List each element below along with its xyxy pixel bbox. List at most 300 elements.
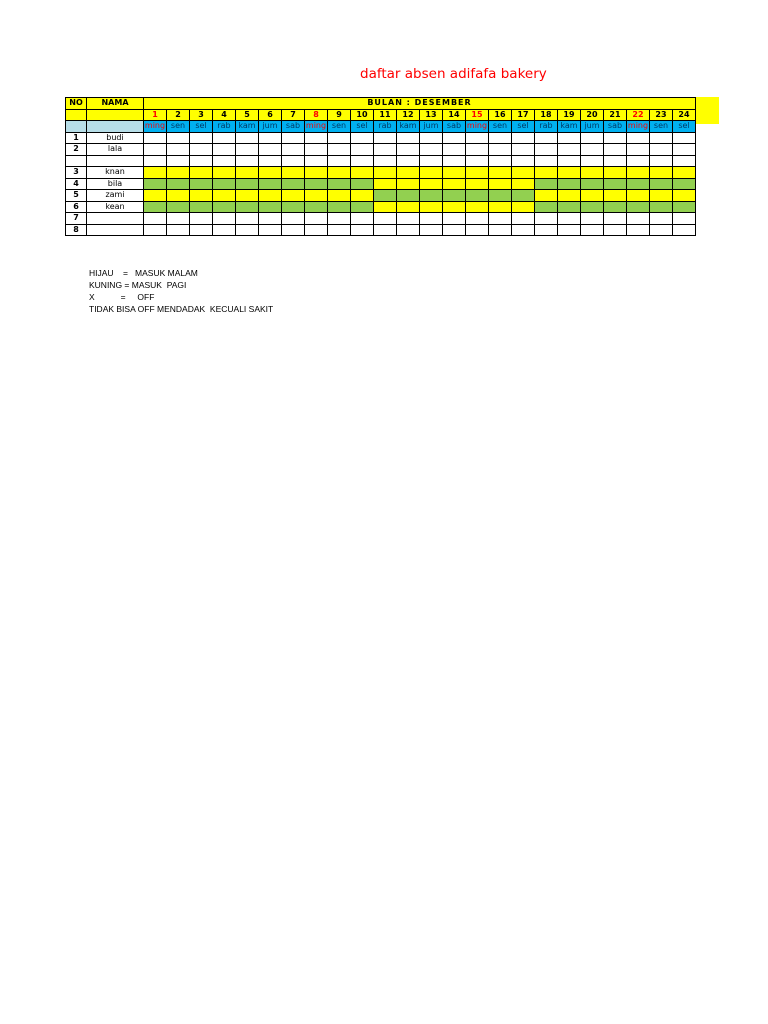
shift-cell[interactable] xyxy=(374,155,397,167)
day-name: jum xyxy=(259,121,282,133)
shift-cell[interactable] xyxy=(167,132,190,144)
day-number: 23 xyxy=(650,109,673,121)
shift-cell[interactable] xyxy=(259,144,282,156)
shift-cell[interactable] xyxy=(259,213,282,225)
shift-cell[interactable] xyxy=(282,155,305,167)
shift-cell[interactable] xyxy=(305,144,328,156)
shift-cell[interactable] xyxy=(673,178,696,190)
shift-cell[interactable] xyxy=(144,155,167,167)
shift-cell[interactable] xyxy=(144,213,167,225)
shift-cell[interactable] xyxy=(512,213,535,225)
row-number[interactable]: 3 xyxy=(66,167,87,179)
shift-cell[interactable] xyxy=(236,224,259,236)
day-name: rab xyxy=(374,121,397,133)
shift-cell[interactable] xyxy=(397,224,420,236)
shift-cell[interactable] xyxy=(489,213,512,225)
shift-cell[interactable] xyxy=(328,213,351,225)
day-name: sen xyxy=(328,121,351,133)
shift-cell[interactable] xyxy=(190,201,213,213)
shift-cell[interactable] xyxy=(328,167,351,179)
day-name: sab xyxy=(282,121,305,133)
shift-cell[interactable] xyxy=(328,178,351,190)
day-number: 19 xyxy=(558,109,581,121)
shift-cell[interactable] xyxy=(650,155,673,167)
shift-cell[interactable] xyxy=(558,213,581,225)
shift-cell[interactable] xyxy=(558,132,581,144)
day-name: sen xyxy=(650,121,673,133)
day-number: 11 xyxy=(374,109,397,121)
table-row xyxy=(66,201,696,213)
shift-cell[interactable] xyxy=(420,224,443,236)
shift-cell[interactable] xyxy=(489,190,512,202)
shift-cell[interactable] xyxy=(627,190,650,202)
legend-hijau: HIJAU = MASUK MALAM xyxy=(89,268,198,278)
day-number: 16 xyxy=(489,109,512,121)
shift-cell[interactable] xyxy=(420,167,443,179)
row-number[interactable]: 4 xyxy=(66,178,87,190)
shift-cell[interactable] xyxy=(213,132,236,144)
day-number: 10 xyxy=(351,109,374,121)
shift-cell[interactable] xyxy=(397,190,420,202)
shift-cell[interactable] xyxy=(190,178,213,190)
shift-cell[interactable] xyxy=(558,224,581,236)
shift-cell[interactable] xyxy=(466,155,489,167)
shift-cell[interactable] xyxy=(167,224,190,236)
shift-cell[interactable] xyxy=(328,224,351,236)
shift-cell[interactable] xyxy=(305,190,328,202)
shift-cell[interactable] xyxy=(144,167,167,179)
shift-cell[interactable] xyxy=(397,132,420,144)
shift-cell[interactable] xyxy=(466,190,489,202)
table-row xyxy=(66,178,696,190)
day-name: sab xyxy=(443,121,466,133)
table-row xyxy=(66,190,696,202)
shift-cell[interactable] xyxy=(443,155,466,167)
shift-cell[interactable] xyxy=(673,155,696,167)
day-number: 4 xyxy=(213,109,236,121)
shift-cell[interactable] xyxy=(650,190,673,202)
day-number: 12 xyxy=(397,109,420,121)
day-number: 21 xyxy=(604,109,627,121)
shift-cell[interactable] xyxy=(650,201,673,213)
shift-cell[interactable] xyxy=(535,167,558,179)
employee-name[interactable]: knan xyxy=(87,167,144,179)
shift-cell[interactable] xyxy=(466,178,489,190)
shift-cell[interactable] xyxy=(259,224,282,236)
day-name: ming xyxy=(305,121,327,131)
shift-cell[interactable] xyxy=(282,213,305,225)
shift-cell[interactable] xyxy=(535,213,558,225)
shift-cell[interactable] xyxy=(305,224,328,236)
shift-cell[interactable] xyxy=(351,178,374,190)
day-name: kam xyxy=(397,121,420,133)
shift-cell[interactable] xyxy=(144,132,167,144)
shift-cell[interactable] xyxy=(581,190,604,202)
shift-cell[interactable] xyxy=(604,178,627,190)
shift-cell[interactable] xyxy=(512,201,535,213)
shift-cell[interactable] xyxy=(190,167,213,179)
row-number[interactable] xyxy=(66,155,87,167)
shift-cell[interactable] xyxy=(213,190,236,202)
shift-cell[interactable] xyxy=(443,213,466,225)
employee-name[interactable]: bila xyxy=(87,178,144,190)
shift-cell[interactable] xyxy=(535,201,558,213)
shift-cell[interactable] xyxy=(443,190,466,202)
day-name: sel xyxy=(512,121,535,133)
shift-cell[interactable] xyxy=(351,132,374,144)
shift-cell[interactable] xyxy=(236,144,259,156)
day-name: kam xyxy=(236,121,259,133)
shift-cell[interactable] xyxy=(282,132,305,144)
shift-cell[interactable] xyxy=(167,190,190,202)
shift-cell[interactable] xyxy=(673,167,696,179)
shift-cell[interactable] xyxy=(604,213,627,225)
shift-cell[interactable] xyxy=(443,224,466,236)
shift-cell[interactable] xyxy=(144,144,167,156)
shift-cell[interactable] xyxy=(351,155,374,167)
shift-cell[interactable] xyxy=(282,178,305,190)
legend-note: TIDAK BISA OFF MENDADAK KECUALI SAKIT xyxy=(89,304,274,314)
shift-cell[interactable] xyxy=(259,155,282,167)
employee-name[interactable] xyxy=(87,213,144,225)
shift-cell[interactable] xyxy=(305,167,328,179)
shift-cell[interactable] xyxy=(236,190,259,202)
shift-cell[interactable] xyxy=(167,155,190,167)
shift-cell[interactable] xyxy=(535,132,558,144)
shift-cell[interactable] xyxy=(420,178,443,190)
shift-cell[interactable] xyxy=(144,178,167,190)
shift-cell[interactable] xyxy=(374,178,397,190)
attendance-table xyxy=(65,97,696,236)
shift-cell[interactable] xyxy=(236,201,259,213)
legend xyxy=(89,267,273,315)
table-row xyxy=(66,224,696,236)
day-number: 15 xyxy=(466,109,489,121)
shift-cell[interactable] xyxy=(627,132,650,144)
shift-cell[interactable] xyxy=(673,190,696,202)
shift-cell[interactable] xyxy=(305,213,328,225)
shift-cell[interactable] xyxy=(282,224,305,236)
row-number[interactable]: 6 xyxy=(66,201,87,213)
shift-cell[interactable] xyxy=(420,132,443,144)
legend-kuning: KUNING = MASUK PAGI xyxy=(89,280,187,290)
shift-cell[interactable] xyxy=(328,132,351,144)
header-nama: NAMA xyxy=(87,98,144,110)
shift-cell[interactable] xyxy=(558,178,581,190)
shift-cell[interactable] xyxy=(512,190,535,202)
day-number: 9 xyxy=(328,109,351,121)
shift-cell[interactable] xyxy=(167,167,190,179)
employee-name[interactable] xyxy=(87,224,144,236)
header-blank-cell xyxy=(66,121,87,133)
shift-cell[interactable] xyxy=(144,201,167,213)
shift-cell[interactable] xyxy=(650,167,673,179)
shift-cell[interactable] xyxy=(305,155,328,167)
day-name: jum xyxy=(581,121,604,133)
shift-cell[interactable] xyxy=(558,167,581,179)
shift-cell[interactable] xyxy=(351,213,374,225)
shift-cell[interactable] xyxy=(167,144,190,156)
day-name: sel xyxy=(351,121,374,133)
employee-name[interactable]: budi xyxy=(87,132,144,144)
shift-cell[interactable] xyxy=(420,144,443,156)
shift-cell[interactable] xyxy=(558,190,581,202)
shift-cell[interactable] xyxy=(420,201,443,213)
header-fill-extension xyxy=(696,97,719,124)
header-no: NO xyxy=(66,98,87,110)
shift-cell[interactable] xyxy=(190,132,213,144)
shift-cell[interactable] xyxy=(581,155,604,167)
shift-cell[interactable] xyxy=(213,155,236,167)
shift-cell[interactable] xyxy=(604,190,627,202)
employee-name[interactable]: zami xyxy=(87,190,144,202)
day-number: 20 xyxy=(581,109,604,121)
shift-cell[interactable] xyxy=(282,167,305,179)
shift-cell[interactable] xyxy=(489,155,512,167)
day-number: 6 xyxy=(259,109,282,121)
shift-cell[interactable] xyxy=(259,178,282,190)
shift-cell[interactable] xyxy=(581,132,604,144)
shift-cell[interactable] xyxy=(236,213,259,225)
shift-cell[interactable] xyxy=(144,224,167,236)
shift-cell[interactable] xyxy=(673,132,696,144)
shift-cell[interactable] xyxy=(627,144,650,156)
shift-cell[interactable] xyxy=(305,132,328,144)
row-number[interactable]: 8 xyxy=(66,224,87,236)
shift-cell[interactable] xyxy=(466,167,489,179)
shift-cell[interactable] xyxy=(650,132,673,144)
shift-cell[interactable] xyxy=(190,190,213,202)
shift-cell[interactable] xyxy=(236,132,259,144)
shift-cell[interactable] xyxy=(512,155,535,167)
day-number: 3 xyxy=(190,109,213,121)
shift-cell[interactable] xyxy=(604,144,627,156)
day-name: sel xyxy=(190,121,213,133)
shift-cell[interactable] xyxy=(259,190,282,202)
shift-cell[interactable] xyxy=(604,132,627,144)
shift-cell[interactable] xyxy=(535,190,558,202)
shift-cell[interactable] xyxy=(167,178,190,190)
row-number[interactable]: 5 xyxy=(66,190,87,202)
sheet-title: daftar absen adifafa bakery xyxy=(360,66,547,82)
shift-cell[interactable] xyxy=(512,178,535,190)
shift-cell[interactable] xyxy=(167,213,190,225)
shift-cell[interactable] xyxy=(650,178,673,190)
day-number: 13 xyxy=(420,109,443,121)
shift-cell[interactable] xyxy=(558,155,581,167)
shift-cell[interactable] xyxy=(443,144,466,156)
shift-cell[interactable] xyxy=(489,178,512,190)
table-row xyxy=(66,144,696,156)
table-row xyxy=(66,132,696,144)
shift-cell[interactable] xyxy=(581,167,604,179)
shift-cell[interactable] xyxy=(374,190,397,202)
day-number: 1 xyxy=(144,109,167,121)
shift-cell[interactable] xyxy=(443,167,466,179)
shift-cell[interactable] xyxy=(236,178,259,190)
shift-cell[interactable] xyxy=(512,224,535,236)
shift-cell[interactable] xyxy=(351,201,374,213)
shift-cell[interactable] xyxy=(466,144,489,156)
table-row xyxy=(66,167,696,179)
shift-cell[interactable] xyxy=(558,201,581,213)
day-name: sen xyxy=(167,121,190,133)
day-number: 17 xyxy=(512,109,535,121)
shift-cell[interactable] xyxy=(351,144,374,156)
shift-cell[interactable] xyxy=(558,144,581,156)
day-name: sen xyxy=(489,121,512,133)
shift-cell[interactable] xyxy=(443,178,466,190)
header-blank-cell xyxy=(66,109,87,121)
shift-cell[interactable] xyxy=(213,201,236,213)
shift-cell[interactable] xyxy=(627,213,650,225)
row-number[interactable]: 7 xyxy=(66,213,87,225)
day-number: 7 xyxy=(282,109,305,121)
day-name: kam xyxy=(558,121,581,133)
row-number[interactable]: 1 xyxy=(66,132,87,144)
shift-cell[interactable] xyxy=(213,167,236,179)
shift-cell[interactable] xyxy=(673,213,696,225)
shift-cell[interactable] xyxy=(535,178,558,190)
shift-cell[interactable] xyxy=(627,201,650,213)
shift-cell[interactable] xyxy=(627,155,650,167)
shift-cell[interactable] xyxy=(581,144,604,156)
shift-cell[interactable] xyxy=(374,213,397,225)
shift-cell[interactable] xyxy=(604,201,627,213)
shift-cell[interactable] xyxy=(190,213,213,225)
shift-cell[interactable] xyxy=(282,190,305,202)
shift-cell[interactable] xyxy=(489,144,512,156)
shift-cell[interactable] xyxy=(190,144,213,156)
shift-cell[interactable] xyxy=(374,144,397,156)
header-blank-cell xyxy=(87,121,144,133)
shift-cell[interactable] xyxy=(397,167,420,179)
shift-cell[interactable] xyxy=(673,224,696,236)
shift-cell[interactable] xyxy=(420,190,443,202)
day-name: rab xyxy=(535,121,558,133)
shift-cell[interactable] xyxy=(512,167,535,179)
shift-cell[interactable] xyxy=(213,224,236,236)
shift-cell[interactable] xyxy=(328,144,351,156)
day-name: jum xyxy=(420,121,443,133)
day-number: 8 xyxy=(305,109,328,121)
shift-cell[interactable] xyxy=(282,201,305,213)
shift-cell[interactable] xyxy=(650,144,673,156)
shift-cell[interactable] xyxy=(489,167,512,179)
shift-cell[interactable] xyxy=(466,224,489,236)
shift-cell[interactable] xyxy=(190,224,213,236)
shift-cell[interactable] xyxy=(650,224,673,236)
shift-cell[interactable] xyxy=(535,144,558,156)
shift-cell[interactable] xyxy=(489,201,512,213)
shift-cell[interactable] xyxy=(236,167,259,179)
shift-cell[interactable] xyxy=(581,224,604,236)
shift-cell[interactable] xyxy=(282,144,305,156)
shift-cell[interactable] xyxy=(512,144,535,156)
day-name: ming xyxy=(627,121,649,131)
shift-cell[interactable] xyxy=(673,144,696,156)
shift-cell[interactable] xyxy=(650,213,673,225)
shift-cell[interactable] xyxy=(466,201,489,213)
shift-cell[interactable] xyxy=(489,132,512,144)
shift-cell[interactable] xyxy=(305,178,328,190)
shift-cell[interactable] xyxy=(673,201,696,213)
shift-cell[interactable] xyxy=(374,167,397,179)
shift-cell[interactable] xyxy=(328,155,351,167)
shift-cell[interactable] xyxy=(466,213,489,225)
shift-cell[interactable] xyxy=(374,132,397,144)
shift-cell[interactable] xyxy=(581,178,604,190)
shift-cell[interactable] xyxy=(236,155,259,167)
shift-cell[interactable] xyxy=(305,201,328,213)
shift-cell[interactable] xyxy=(627,167,650,179)
day-name: ming xyxy=(144,121,166,131)
shift-cell[interactable] xyxy=(581,213,604,225)
day-number: 2 xyxy=(167,109,190,121)
shift-cell[interactable] xyxy=(351,167,374,179)
shift-cell[interactable] xyxy=(190,155,213,167)
shift-cell[interactable] xyxy=(581,201,604,213)
employee-name[interactable] xyxy=(87,155,144,167)
employee-name[interactable]: lala xyxy=(87,144,144,156)
shift-cell[interactable] xyxy=(489,224,512,236)
shift-cell[interactable] xyxy=(443,132,466,144)
shift-cell[interactable] xyxy=(443,201,466,213)
shift-cell[interactable] xyxy=(512,132,535,144)
shift-cell[interactable] xyxy=(328,201,351,213)
shift-cell[interactable] xyxy=(627,178,650,190)
shift-cell[interactable] xyxy=(604,155,627,167)
shift-cell[interactable] xyxy=(374,201,397,213)
shift-cell[interactable] xyxy=(259,132,282,144)
row-number[interactable]: 2 xyxy=(66,144,87,156)
shift-cell[interactable] xyxy=(397,144,420,156)
shift-cell[interactable] xyxy=(604,224,627,236)
shift-cell[interactable] xyxy=(167,201,190,213)
employee-name[interactable]: kean xyxy=(87,201,144,213)
shift-cell[interactable] xyxy=(213,178,236,190)
legend-off: X = OFF xyxy=(89,292,155,302)
shift-cell[interactable] xyxy=(213,144,236,156)
shift-cell[interactable] xyxy=(351,190,374,202)
shift-cell[interactable] xyxy=(535,224,558,236)
shift-cell[interactable] xyxy=(420,155,443,167)
shift-cell[interactable] xyxy=(535,155,558,167)
shift-cell[interactable] xyxy=(213,213,236,225)
shift-cell[interactable] xyxy=(420,213,443,225)
shift-cell[interactable] xyxy=(328,190,351,202)
shift-cell[interactable] xyxy=(144,190,167,202)
shift-cell[interactable] xyxy=(374,224,397,236)
table-row xyxy=(66,155,696,167)
table-row xyxy=(66,213,696,225)
shift-cell[interactable] xyxy=(397,213,420,225)
shift-cell[interactable] xyxy=(604,167,627,179)
shift-cell[interactable] xyxy=(466,132,489,144)
shift-cell[interactable] xyxy=(259,201,282,213)
shift-cell[interactable] xyxy=(627,224,650,236)
day-number: 5 xyxy=(236,109,259,121)
shift-cell[interactable] xyxy=(397,201,420,213)
day-name: ming xyxy=(466,121,488,131)
day-name: sel xyxy=(673,121,696,133)
shift-cell[interactable] xyxy=(259,167,282,179)
day-number: 22 xyxy=(627,109,650,121)
shift-cell[interactable] xyxy=(397,178,420,190)
shift-cell[interactable] xyxy=(351,224,374,236)
shift-cell[interactable] xyxy=(397,155,420,167)
header-bulan: BULAN : DESEMBER xyxy=(144,98,696,110)
